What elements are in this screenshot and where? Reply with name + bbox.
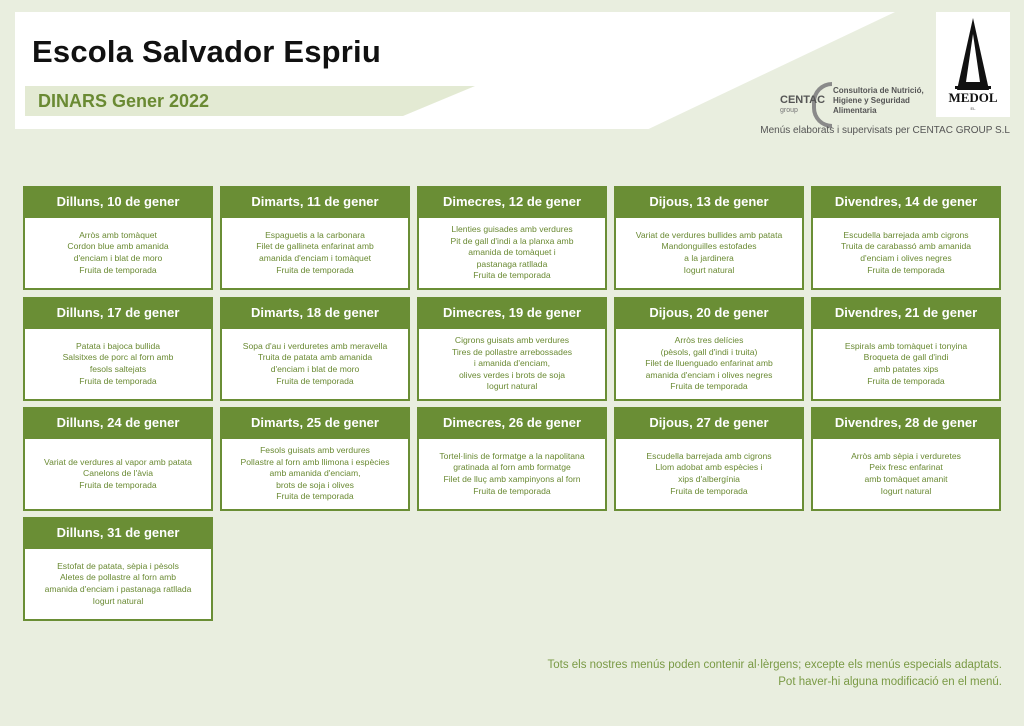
menu-day-card — [614, 186, 804, 290]
menu-day-dishes — [614, 216, 804, 290]
centac-description — [833, 86, 943, 116]
menu-dish: Variat de verdures al vapor amb patata — [44, 456, 192, 467]
menu-day-dishes — [417, 216, 607, 290]
menu-dish: Fruita de temporada — [670, 381, 748, 392]
menu-day-card — [811, 186, 1001, 290]
menu-dish: Filet de gallineta enfarinat amb — [256, 241, 374, 252]
medol-name: MEDOL — [948, 90, 998, 105]
menu-day-title: Divendres, 14 de gener — [811, 186, 1001, 216]
menu-day-title: Dilluns, 31 de gener — [23, 517, 213, 547]
menu-dish: Pollastre al forn amb llimona i espècies — [240, 456, 390, 467]
menu-dish: Escudella barrejada amb cigrons — [843, 229, 969, 240]
footer-notes — [547, 657, 1002, 691]
menu-day-title: Dijous, 13 de gener — [614, 186, 804, 216]
menu-day-dishes — [220, 327, 410, 401]
menu-dish: Fruita de temporada — [473, 485, 551, 496]
menu-dish: brots de soja i olives — [276, 479, 354, 490]
menu-dish: Espirals amb tomàquet i tonyina — [844, 340, 968, 351]
menu-dish: Patata i bajoca bullida — [75, 340, 161, 351]
menu-day-title: Dimecres, 19 de gener — [417, 297, 607, 327]
menu-day-dishes — [23, 437, 213, 511]
menu-dish: Escudella barrejada amb cigrons — [646, 450, 772, 461]
menu-dish: Iogurt natural — [92, 595, 144, 606]
menu-dish: Filet de lluç amb xampinyons al forn — [443, 474, 581, 484]
menu-day-card — [220, 186, 410, 290]
menu-dish: Canelons de l'àvia — [83, 468, 153, 479]
page-subtitle: DINARS Gener 2022 — [38, 91, 210, 111]
menu-day-card — [23, 407, 213, 511]
menu-dish: Fruita de temporada — [473, 270, 551, 281]
menu-day-title: Dimecres, 26 de gener — [417, 407, 607, 437]
menu-dish: Iogurt natural — [880, 485, 932, 496]
menu-dish: olives verdes i brots de soja — [458, 369, 566, 380]
menu-dish: amb amanida d'enciam, — [269, 468, 361, 479]
menu-day-title: Dijous, 27 de gener — [614, 407, 804, 437]
menu-dish: Estofat de patata, sèpia i pèsols — [57, 560, 179, 571]
menu-day-title: Dilluns, 24 de gener — [23, 407, 213, 437]
menu-dish: xips d'albergínia — [678, 474, 740, 484]
menu-day-card — [811, 297, 1001, 401]
menu-dish: Fruita de temporada — [79, 479, 157, 490]
menu-dish: Espaguetis a la carbonara — [265, 229, 365, 240]
footer-modification-note: Pot haver-hi alguna modificació en el menú. — [778, 676, 1002, 688]
menu-dish: Llom adobat amb espècies i — [655, 462, 763, 473]
menu-day-dishes — [220, 216, 410, 290]
menu-dish: Fruita de temporada — [276, 491, 354, 502]
menu-day-dishes — [23, 216, 213, 290]
menu-dish: amanida d'enciam i pastanaga ratllada — [44, 584, 192, 594]
menu-dish: Truita de patata amb amanida — [257, 352, 373, 363]
menu-dish: Fruita de temporada — [670, 485, 748, 496]
menu-day-card — [417, 297, 607, 401]
menu-day-title: Dimarts, 11 de gener — [220, 186, 410, 216]
menu-day-title: Dijous, 20 de gener — [614, 297, 804, 327]
menu-dish: Cigrons guisats amb verdures — [454, 335, 570, 346]
menu-dish: Fesols guisats amb verdures — [260, 445, 370, 456]
menu-dish: d'enciam i blat de moro — [73, 253, 163, 263]
menu-dish: (pèsols, gall d'indi i truita) — [660, 346, 758, 357]
medol-logo — [936, 12, 1010, 117]
menu-dish: amanida d'enciam i olives negres — [645, 369, 773, 380]
menu-day-title: Dilluns, 17 de gener — [23, 297, 213, 327]
menu-dish: Tortel·linis de formatge a la napolitana — [439, 450, 585, 461]
menu-dish: Broqueta de gall d'indi — [863, 352, 949, 363]
menu-dish: Pit de gall d'indi a la planxa amb — [450, 235, 574, 246]
centac-desc-line: Alimentaria — [833, 106, 877, 115]
menu-dish: d'enciam i blat de moro — [270, 364, 360, 374]
centac-desc-line: Higiene y Seguridad — [833, 96, 910, 105]
menu-dish: Llenties guisades amb verdures — [451, 224, 573, 235]
menu-dish: Tires de pollastre arrebossades — [451, 346, 573, 357]
menu-dish: amanida d'enciam i tomàquet — [259, 253, 371, 263]
menu-day-dishes — [417, 327, 607, 401]
menu-dish: Iogurt natural — [683, 264, 735, 275]
menu-dish: Cordon blue amb amanida — [67, 241, 169, 252]
menu-day-title: Dimarts, 18 de gener — [220, 297, 410, 327]
menu-day-card — [811, 407, 1001, 511]
menu-dish: Truita de carabassó amb amanida — [840, 241, 972, 252]
menu-dish: Iogurt natural — [486, 381, 538, 392]
menu-dish: Fruita de temporada — [276, 375, 354, 386]
menu-day-card — [23, 186, 213, 290]
menu-dish: Arròs amb sèpia i verduretes — [851, 450, 961, 461]
menu-dish: amb tomàquet amanit — [864, 474, 948, 484]
menu-day-card — [417, 407, 607, 511]
footer-allergens-note: Tots els nostres menús poden contenir al·lèrgens; excepte els menús especials adaptats. — [547, 659, 1002, 671]
menu-dish: Fruita de temporada — [867, 375, 945, 386]
menu-dish: Salsitxes de porc al forn amb — [62, 352, 174, 363]
menu-day-title: Dimarts, 25 de gener — [220, 407, 410, 437]
menu-day-card — [220, 297, 410, 401]
menu-dish: Peix fresc enfarinat — [869, 462, 943, 473]
menu-dish: amanida de tomàquet i — [468, 247, 556, 258]
menu-dish: Sopa d'au i verduretes amb meravella — [242, 340, 388, 351]
menu-dish: Aletes de pollastre al forn amb — [59, 572, 177, 583]
menu-day-title: Divendres, 28 de gener — [811, 407, 1001, 437]
menu-dish: amb patates xips — [873, 364, 939, 374]
menu-day-card — [220, 407, 410, 511]
centac-logo — [778, 82, 933, 122]
menu-dish: fesols saltejats — [89, 364, 147, 374]
menu-dish: Filet de lluenguado enfarinat amb — [645, 358, 773, 369]
menu-day-dishes — [23, 547, 213, 621]
menu-day-title: Dilluns, 10 de gener — [23, 186, 213, 216]
menu-dish: a la jardinera — [684, 253, 734, 263]
menu-day-dishes — [417, 437, 607, 511]
menu-day-card — [23, 517, 213, 621]
menu-dish: i amanida d'enciam, — [473, 358, 551, 369]
menu-day-dishes — [811, 327, 1001, 401]
menu-dish: Variat de verdures bullides amb patata — [635, 229, 783, 240]
centac-desc-line: Consultoria de Nutrició, — [833, 86, 924, 95]
centac-name: CENTAC — [780, 94, 826, 106]
menu-dish: Fruita de temporada — [276, 264, 354, 275]
menu-day-card — [417, 186, 607, 290]
menu-dish: Fruita de temporada — [867, 264, 945, 275]
menu-day-dishes — [811, 216, 1001, 290]
menu-day-card — [614, 297, 804, 401]
menu-dish: Mandonguilles estofades — [661, 241, 757, 252]
menu-dish: Fruita de temporada — [79, 264, 157, 275]
menu-dish: Fruita de temporada — [79, 375, 157, 386]
centac-group-label: group — [780, 107, 798, 114]
menu-day-card — [23, 297, 213, 401]
menu-day-card — [614, 407, 804, 511]
menu-dish: Arròs tres delícies — [674, 335, 744, 346]
menu-dish: pastanaga ratllada — [476, 258, 548, 269]
menu-day-title: Dimecres, 12 de gener — [417, 186, 607, 216]
menu-day-dishes — [220, 437, 410, 511]
medol-small-label: EL — [970, 106, 976, 111]
medol-tower-icon — [936, 12, 1010, 92]
menu-dish: Arròs amb tomàquet — [79, 229, 157, 240]
menu-dish: gratinada al forn amb formatge — [453, 462, 571, 473]
menu-day-title: Divendres, 21 de gener — [811, 297, 1001, 327]
menu-day-dishes — [811, 437, 1001, 511]
menu-day-dishes — [614, 437, 804, 511]
supervision-note: Menús elaborats i supervisats per CENTAC GROUP S.L — [760, 125, 1010, 136]
menu-dish: d'enciam i olives negres — [860, 253, 952, 263]
menu-day-dishes — [23, 327, 213, 401]
menu-day-dishes — [614, 327, 804, 401]
page-title: Escola Salvador Espriu — [32, 34, 381, 69]
